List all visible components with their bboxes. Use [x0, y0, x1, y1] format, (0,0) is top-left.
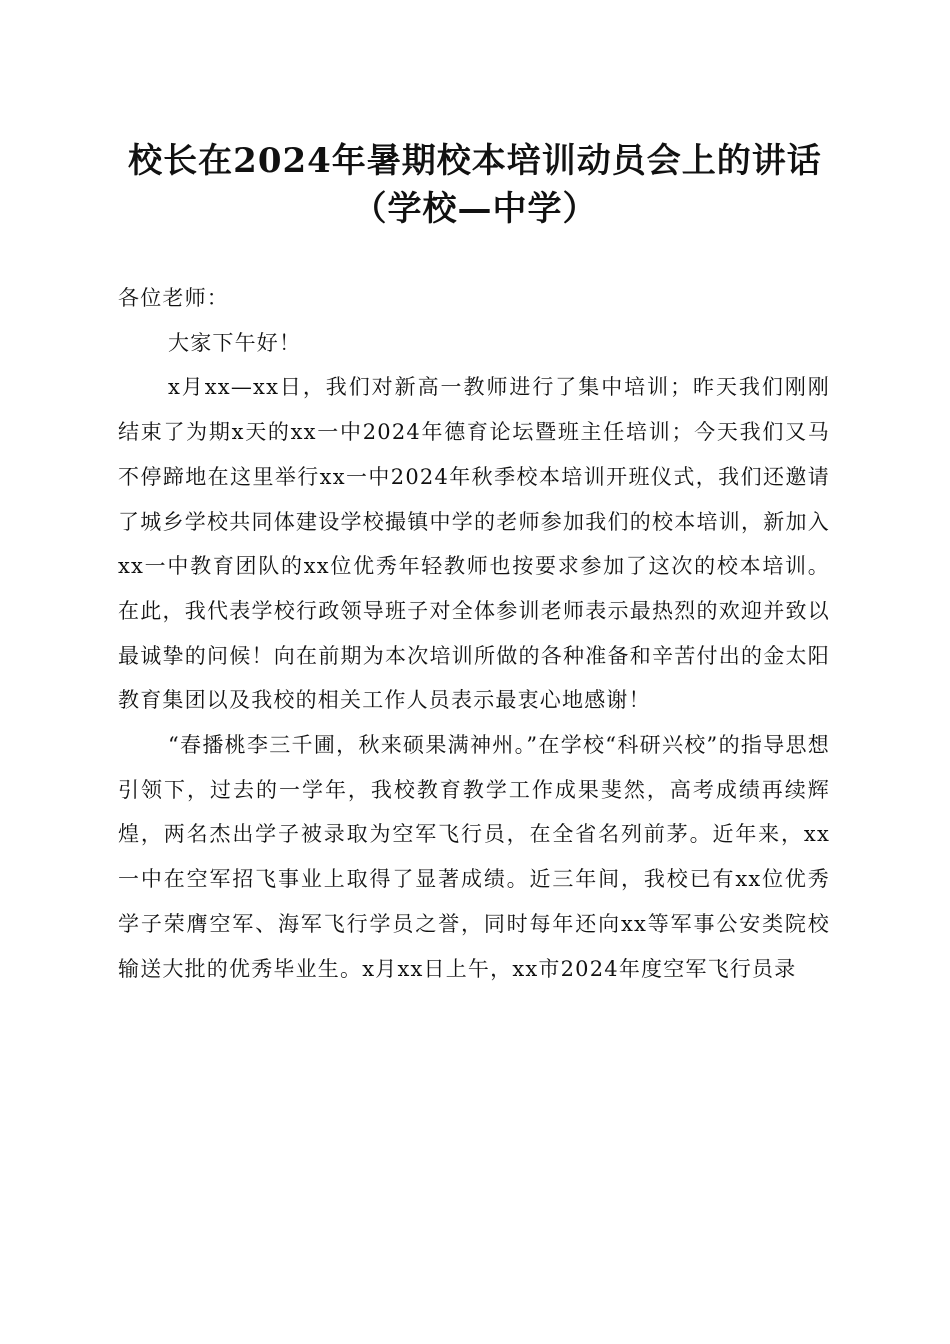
paragraph-2: “春播桃李三千圃，秋来硕果满神州。”在学校“科研兴校”的指导思想引领下，过去的一学年，我校教育教学工作成果斐然，高考成绩再续辉煌，两名杰出学子被录取为空军飞行员，在全省名列前茅。近年来，xx一中在空军招飞事业上取得了显著成绩。近三年间，我校已有xx位优秀学子荣膺空军、海军飞行学员之誉，同时每年还向xx等军事公安类院校输送大批的优秀毕业生。x月xx日上午，xx市2024年度空军飞行员录 [118, 733, 830, 981]
document-title: 校长在2024年暑期校本培训动员会上的讲话 [128, 141, 822, 181]
document-body [118, 276, 830, 991]
salutation: 各位老师： [118, 286, 229, 310]
greeting: 大家下午好！ [168, 330, 302, 355]
document-subtitle: （学校—中学） [352, 189, 598, 229]
paragraph-1: x月xx—xx日，我们对新高一教师进行了集中培训；昨天我们刚刚结束了为期x天的xx一中2024年德育论坛暨班主任培训；今天我们又马不停蹄地在这里举行xx一中2024年秋季校本培训开班仪式，我们还邀请了城乡学校共同体建设学校撮镇中学的老师参加我们的校本培训，新加入xx一中教育团队的xx位优秀年轻教师也按要求参加了这次的校本培训。在此，我代表学校行政领导班子对全体参训老师表示最热烈的欢迎并致以最诚挚的问候！向在前期为本次培训所做的各种准备和辛苦付出的金太阳教育集团以及我校的相关工作人员表示最衷心地感谢！ [118, 375, 830, 713]
